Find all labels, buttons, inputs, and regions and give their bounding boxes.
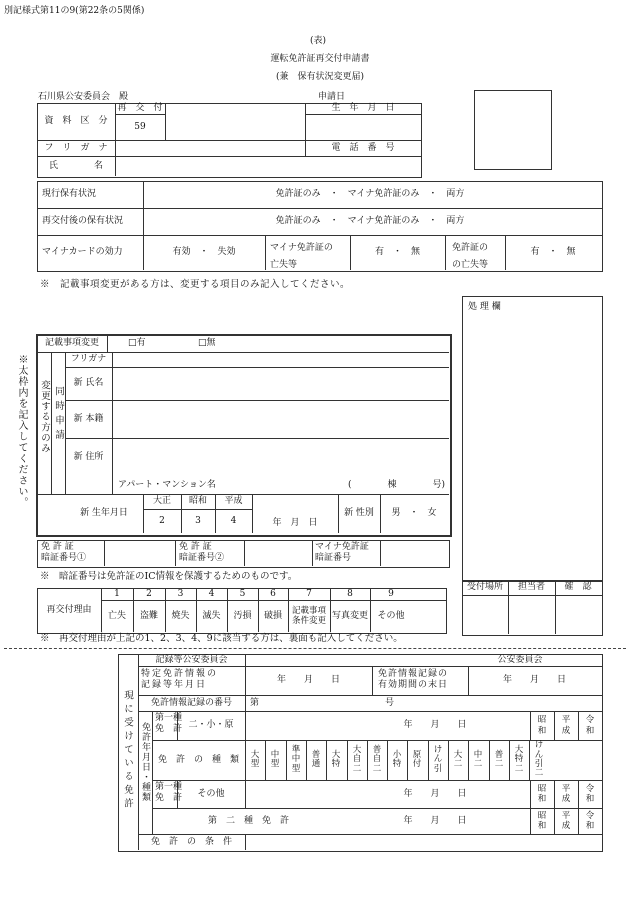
note-change: ※ 記載事項変更がある方は、変更する項目のみ記入してください。: [40, 279, 351, 290]
reason-num-1: 1: [114, 588, 120, 599]
license-type-6[interactable]: 普自二: [372, 744, 382, 774]
era-heisei[interactable]: 平成: [224, 496, 243, 507]
first-class-2b: 免 許: [155, 792, 183, 803]
mynacard-validity[interactable]: 有効 ・ 失効: [172, 247, 236, 258]
pin3-label-a: マイナ免許証: [315, 542, 369, 552]
reason-label: 再交付理由: [46, 604, 92, 615]
new-name-field[interactable]: [113, 368, 447, 399]
era-num-3: 3: [195, 515, 201, 526]
record-date-value[interactable]: 年 月 日: [276, 675, 340, 686]
pin3-label-b: 暗証番号: [315, 553, 352, 564]
license-type-10[interactable]: 大二: [453, 749, 463, 769]
birth-date-field[interactable]: [166, 115, 304, 139]
record-number-field[interactable]: [270, 697, 380, 710]
myna-lost-yesno[interactable]: 有 ・ 無: [374, 247, 420, 258]
committee-label: 石川県公安委員会 殿: [38, 92, 129, 102]
reason-item-5[interactable]: 汚損: [233, 610, 252, 621]
era-1-row-0[interactable]: 平成: [561, 715, 571, 736]
reason-item-9[interactable]: その他: [377, 610, 405, 621]
license-types-label: 免 許 の 種 類: [157, 754, 239, 765]
era-1-row-2[interactable]: 平成: [561, 810, 571, 831]
era-1-row-1[interactable]: 平成: [561, 783, 571, 804]
era-0-row-0[interactable]: 昭和: [537, 715, 547, 736]
new-domicile-field[interactable]: [113, 401, 447, 437]
reissue-label: 再 交 付: [117, 103, 163, 114]
reason-num-4: 4: [208, 588, 215, 599]
pin2-field[interactable]: [245, 541, 311, 565]
reason-item-3[interactable]: 焼失: [171, 610, 190, 621]
reason-num-5: 5: [239, 588, 246, 599]
myna-lost-label-1: マイナ免許証の: [270, 243, 333, 253]
pin2-label-b: 暗証番号②: [179, 553, 225, 564]
change-side-2: 同時申請: [53, 386, 64, 444]
conditions-label: 免 許 の 条 件: [150, 836, 232, 847]
reason-item-4[interactable]: 滅失: [202, 610, 221, 621]
era-showa[interactable]: 昭和: [188, 496, 207, 507]
license-type-8[interactable]: 原付: [412, 749, 422, 769]
phone-label: 電 話 番 号: [331, 142, 395, 153]
name-label: 氏 名: [48, 160, 103, 171]
license-type-1[interactable]: 中型: [270, 749, 280, 769]
number-go: 号: [385, 697, 395, 708]
birth-label: 生 年 月 日: [331, 103, 395, 114]
ni-sho-gen: 二・小・原: [188, 720, 234, 731]
form-number: 別記様式第11の9(第22条の5関係): [4, 6, 145, 16]
form-title: 運転免許証再交付申請書: [270, 54, 370, 64]
era-2-row-2[interactable]: 令和: [585, 810, 595, 831]
after-holding-options[interactable]: 免許証のみ ・ マイナ免許証のみ ・ 両方: [275, 216, 465, 227]
reason-num-6: 6: [270, 588, 276, 599]
record-date-label-1: 特定免許情報の: [141, 669, 219, 679]
era-0-row-2[interactable]: 昭和: [537, 810, 547, 831]
pin1-field[interactable]: [105, 541, 174, 565]
era-2-row-0[interactable]: 令和: [585, 715, 595, 736]
license-type-0[interactable]: 大型: [250, 749, 260, 769]
processing-label: 処 理 欄: [468, 302, 501, 312]
new-name-label: 新 氏名: [73, 378, 104, 389]
change-side-1: 変更する方のみ: [39, 380, 50, 454]
number-dai: 第: [250, 697, 260, 708]
record-committee-label: 記録等公安委員会: [155, 654, 228, 665]
other-label: その他: [197, 788, 225, 799]
valid-end-label-1: 免許情報記録の: [378, 669, 449, 679]
mynacard-label: マイナカードの効力: [42, 247, 123, 258]
second-class-label: 第 二 種 免 許: [207, 815, 289, 826]
building-label: ( 棟 号): [348, 480, 446, 490]
new-domicile-label: 新 本籍: [73, 413, 104, 424]
reception-person: 担当者: [517, 582, 545, 593]
era-num-4: 4: [230, 515, 237, 526]
first-class-2a: 第一種: [155, 782, 183, 792]
left-note: ※太枠内を記入してください。: [16, 354, 27, 508]
public-committee: 公安委員会: [497, 654, 543, 665]
new-address-field[interactable]: [113, 439, 447, 477]
new-gender-options[interactable]: 男 ・ 女: [391, 508, 437, 519]
record-date-label-2: 記録等年月日: [141, 680, 208, 691]
pin2-label-a: 免 許 証: [179, 542, 212, 552]
reason-num-2: 2: [146, 588, 152, 599]
note-reason: ※ 再交付理由が上記の1、2、3、4、9に該当する方は、裏面も記入してください。: [40, 633, 403, 644]
reception-place: 受付場所: [466, 582, 503, 593]
reason-item-7[interactable]: 記載事項条件変更: [291, 605, 326, 626]
current-holding-label: 現行保有状況: [42, 189, 97, 200]
processing-box: [462, 296, 603, 582]
change-label: 記載事項変更: [44, 337, 99, 348]
reason-item-8[interactable]: 写真変更: [331, 610, 368, 621]
first-class-date-2[interactable]: 年 月 日: [403, 788, 467, 799]
license-type-14[interactable]: けん引二: [534, 740, 544, 779]
photo-box[interactable]: [474, 90, 552, 170]
license-type-11[interactable]: 中二: [473, 749, 483, 769]
reason-num-3: 3: [177, 588, 184, 599]
era-2-row-1[interactable]: 令和: [585, 783, 595, 804]
new-furigana-label: フリガナ: [70, 354, 107, 365]
after-holding-label: 再交付後の保有状況: [42, 216, 124, 227]
name-field[interactable]: [116, 157, 416, 175]
conditions-field[interactable]: [247, 836, 597, 848]
license-type-7[interactable]: 小特: [392, 749, 402, 769]
pin1-label-a: 免 許 証: [41, 542, 74, 552]
change-yes[interactable]: □有: [128, 337, 146, 348]
new-birth-label: 新 生年月日: [80, 508, 128, 519]
era-0-row-1[interactable]: 昭和: [537, 783, 547, 804]
first-class-1a: 第一種: [155, 713, 183, 723]
first-class-1b: 免 許: [155, 723, 183, 734]
data-class-label: 資 料 区 分: [44, 116, 108, 127]
first-class-date-1[interactable]: 年 月 日: [403, 720, 467, 731]
reason-num-8: 8: [347, 588, 353, 599]
apartment-label: アパート・マンション名: [118, 480, 216, 490]
reception-confirm: 確 認: [564, 582, 592, 593]
lic-lost-yesno[interactable]: 有 ・ 無: [530, 247, 576, 258]
license-side: 現に受けている免許: [122, 690, 133, 812]
license-type-3[interactable]: 普通: [311, 749, 321, 769]
valid-end-value[interactable]: 年 月 日: [502, 675, 566, 686]
new-address-label: 新 住所: [73, 451, 104, 462]
furigana-label: フ リ ガ ナ: [44, 142, 108, 153]
record-number-label: 免許情報記録の番号: [150, 697, 232, 708]
license-type-12[interactable]: 普二: [494, 749, 504, 769]
reason-item-6[interactable]: 破損: [263, 610, 282, 621]
era-taisho[interactable]: 大正: [152, 496, 171, 507]
note-pin: ※ 暗証番号は免許証のIC情報を保護するためのものです。: [40, 571, 298, 582]
reason-item-1[interactable]: 亡失: [107, 610, 126, 621]
lic-lost-label-2: の亡失等: [452, 260, 489, 271]
second-class-date[interactable]: 年 月 日: [403, 815, 467, 826]
current-holding-options[interactable]: 免許証のみ ・ マイナ免許証のみ ・ 両方: [275, 189, 465, 200]
new-birth-ymd[interactable]: 年 月 日: [272, 518, 318, 529]
reason-num-7: 7: [306, 588, 312, 599]
new-gender-label: 新 性別: [344, 508, 374, 519]
cut-line: [4, 648, 626, 649]
lic-lost-label-1: 免許証の: [452, 243, 489, 253]
license-type-4[interactable]: 大特: [331, 749, 341, 769]
apply-date-label: 申請日: [318, 92, 346, 102]
reason-num-9: 9: [388, 588, 394, 599]
license-type-5[interactable]: 大自二: [352, 744, 362, 774]
reason-item-2[interactable]: 盗難: [139, 610, 158, 621]
license-type-13[interactable]: 大特二: [514, 744, 524, 774]
valid-end-label-2: 有効期間の末日: [378, 680, 449, 691]
license-sub-side: 免許年月日・種類: [140, 722, 150, 802]
change-no[interactable]: □無: [198, 337, 216, 348]
pin3-field[interactable]: [381, 541, 447, 565]
side-label: (表): [309, 36, 327, 46]
license-type-9[interactable]: けん引: [433, 744, 443, 774]
license-type-2[interactable]: 準中型: [291, 744, 301, 774]
pin1-label-b: 暗証番号①: [41, 553, 87, 564]
myna-lost-label-2: 亡失等: [270, 260, 298, 271]
era-num-2: 2: [159, 515, 165, 526]
form-subtitle: (兼 保有状況変更届): [275, 72, 365, 82]
data-code: 59: [134, 121, 146, 132]
